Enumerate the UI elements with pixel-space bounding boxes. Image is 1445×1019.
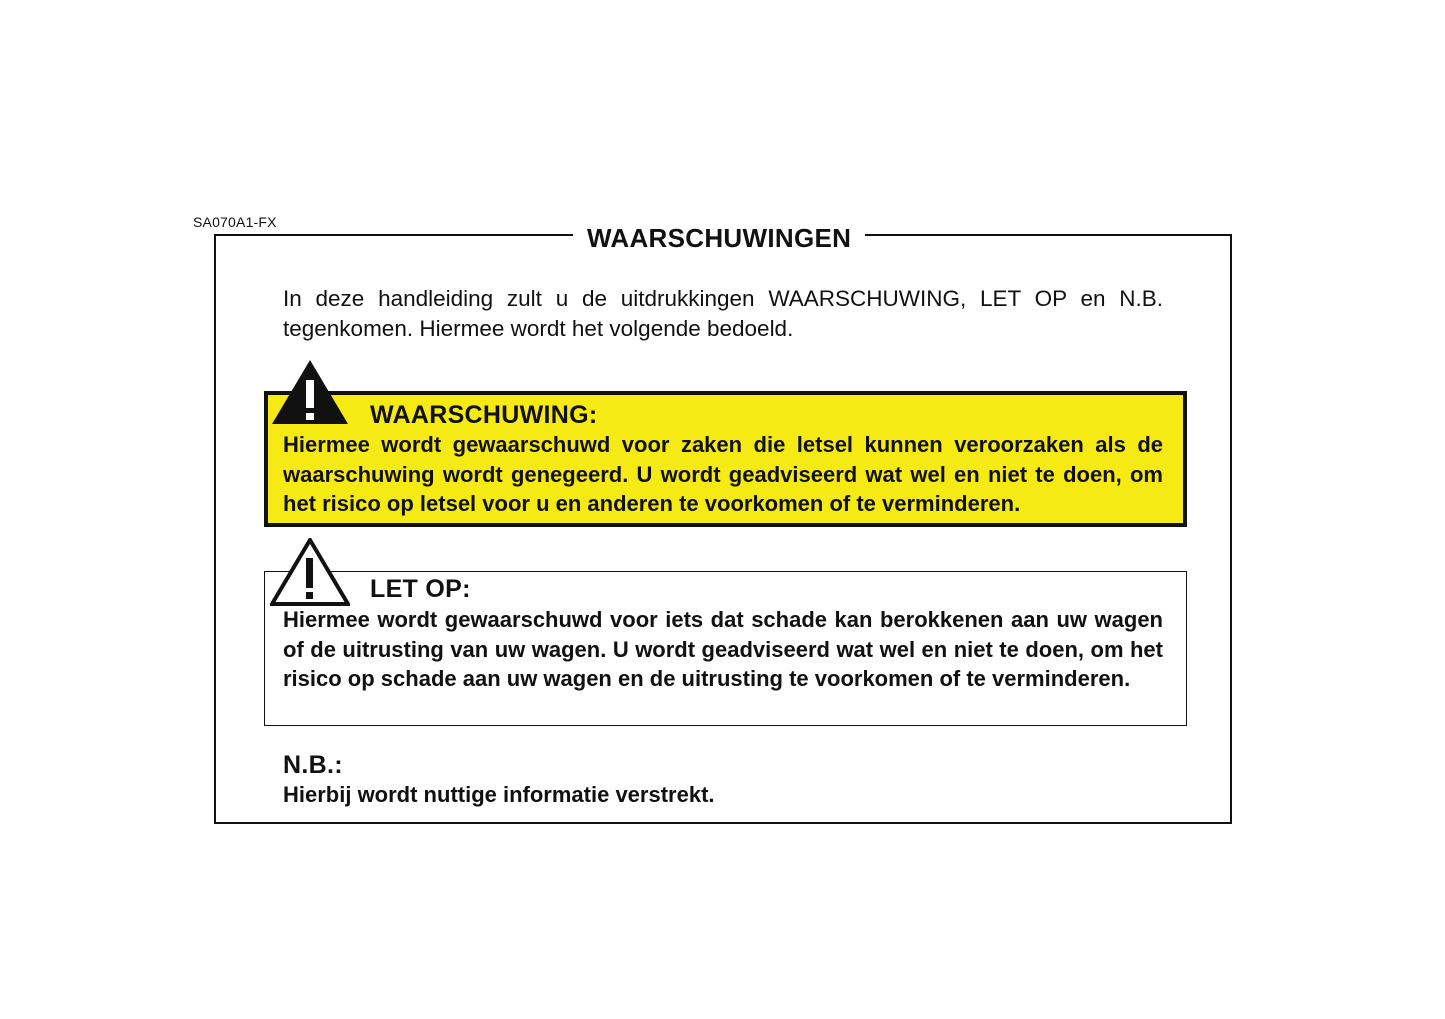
warning-body: Hiermee wordt gewaarschuwd voor zaken die letsel kunnen veroorzaken als de waarschuwing wordt genegeerd. U wordt geadviseerd wat wel en niet te doen, om het risico op letsel voor u en anderen te voorkomen of te verminderen.	[283, 432, 1163, 516]
warning-triangle-filled-icon	[270, 358, 350, 426]
note-body: Hierbij wordt nuttige informatie verstrekt.	[283, 782, 715, 807]
warning-triangle-outline-icon	[270, 538, 350, 606]
caution-heading: LET OP:	[370, 575, 471, 603]
document-code: SA070A1-FX	[193, 214, 277, 230]
caution-body: Hiermee wordt gewaarschuwd voor iets dat schade kan berokkenen aan uw wagen of de uitrusting van uw wagen. U wordt geadviseerd wat wel en niet te doen, om het risico op schade aan uw wagen en de uitrusting te voorkomen of te verminderen.	[283, 607, 1163, 691]
intro-paragraph: In deze handleiding zult u de uitdrukkingen WAARSCHUWING, LET OP en N.B. tegenkomen. Hiermee wordt het volgende bedoeld.	[283, 286, 1163, 341]
warning-heading: WAARSCHUWING:	[370, 401, 598, 429]
page-title: WAARSCHUWINGEN	[573, 222, 865, 254]
note-heading: N.B.:	[283, 751, 343, 779]
